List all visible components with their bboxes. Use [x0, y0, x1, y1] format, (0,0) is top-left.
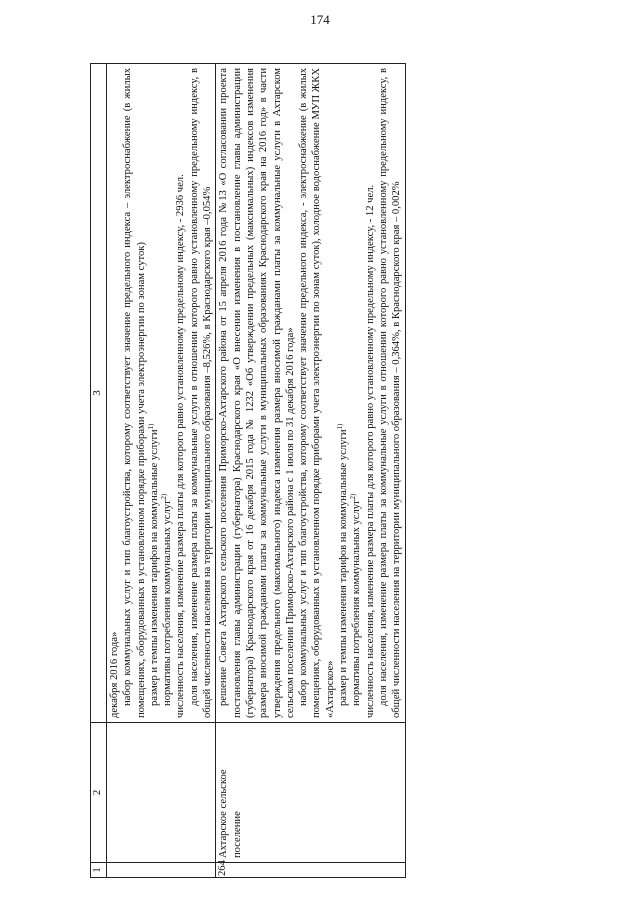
header-col-3: 3 — [91, 64, 107, 723]
paragraph-text: набор коммунальных услуг и тип благоустройства, которому соответствует значение предельного индекса – электроснабжение (в жилых помещениях, оборудованных в установленном порядке приборами учета электроэнергии по зонам суток) — [122, 68, 147, 718]
page-number: 174 — [310, 12, 330, 27]
table-row — [216, 64, 405, 878]
description-paragraph — [337, 68, 350, 718]
table-header-row — [91, 64, 107, 878]
row-number — [107, 863, 216, 878]
header-col-1: 1 — [91, 863, 107, 878]
row-number: 264 — [216, 863, 405, 878]
tariff-table — [90, 63, 406, 878]
description-paragraph — [188, 68, 215, 718]
footnote-marker: 1) — [336, 423, 345, 430]
description-paragraph — [364, 68, 377, 718]
footnote-marker: 2) — [160, 493, 169, 500]
paragraph-text: численность населения, изменение размера платы для которого равно установленному предельному индексу, - 2936 чел. — [175, 174, 187, 718]
description-paragraph — [174, 68, 187, 718]
description-paragraph — [108, 68, 121, 718]
rotated-sheet — [90, 63, 555, 878]
paragraph-text: нормативы потребления коммунальных услуг — [162, 499, 174, 706]
description-cell — [107, 64, 216, 723]
settlement-name — [107, 723, 216, 863]
paragraph-text: размер и темпы изменения тарифов на коммунальные услуги — [148, 429, 160, 706]
paragraph-text: доля населения, изменение размера платы за коммунальные услуги в отношении которого равно установленному предельному индексу, в общей численности населения на территории муниципального образования –8,526%, в Краснодарского края –0,054% — [188, 68, 214, 718]
paragraph-text: численность населения, изменение размера платы для которого равно установленному предельному индексу, - 12 чел. — [364, 184, 376, 718]
footnote-marker: 1) — [146, 423, 155, 430]
paragraph-text: размер и темпы изменения тарифов на коммунальные услуги — [338, 429, 350, 706]
paragraph-text: доля населения, изменение размера платы за коммунальные услуги в отношении которого равно установленному предельному индексу, в общей численности населения на территории муниципального образования – 0,364%, в Краснодарского края – 0,002% — [377, 68, 403, 718]
description-paragraph — [148, 68, 161, 718]
table-row — [107, 64, 216, 878]
paragraph-text: нормативы потребления коммунальных услуг — [351, 499, 363, 706]
paragraph-text: декабря 2016 года» — [109, 631, 120, 718]
description-paragraph — [350, 68, 363, 718]
header-col-2: 2 — [91, 723, 107, 863]
paragraph-text: решение Совета Ахтарского сельского поселения Приморско-Ахтарского района от 15 апреля 2016 года №13 «О согласовании проекта постановления главы администрации (губернатора) Краснодарского края «О внесении изменения в постановление главы администрации (губернатора) Краснодарского края от 16 декабря 2015 года № 1232 «Об утверждении предельных (максимальных) индексов изменения размера вносимой гражданами платы за коммунальные услуги в муниципальных образованиях Краснодарского края на 2016 год» в части утверждения предельного (максимального) индекса изменения размера вносимой гражданами платы за коммунальные услуги в Ахтарском сельском поселении Приморско-Ахтарского района с 1 июля по 31 декабря 2016 года» — [218, 68, 296, 718]
footnote-marker: 2) — [349, 493, 358, 500]
settlement-name: Ахтарское сельское поселение — [216, 723, 405, 863]
description-paragraph — [121, 68, 148, 718]
description-paragraph — [297, 68, 337, 718]
description-paragraph — [217, 68, 297, 718]
description-paragraph — [377, 68, 404, 718]
paragraph-text: набор коммунальных услуг и тип благоустройства, которому соответствует значение предельного индекса, - электроснабжение (в жилых помещениях, оборудованных в установленном порядке приборами учета электроэнергии по зонам суток), холодное водоснабжение МУП ЖКХ «Ахтарское» — [298, 68, 336, 718]
description-paragraph — [161, 68, 174, 718]
description-cell — [216, 64, 405, 723]
